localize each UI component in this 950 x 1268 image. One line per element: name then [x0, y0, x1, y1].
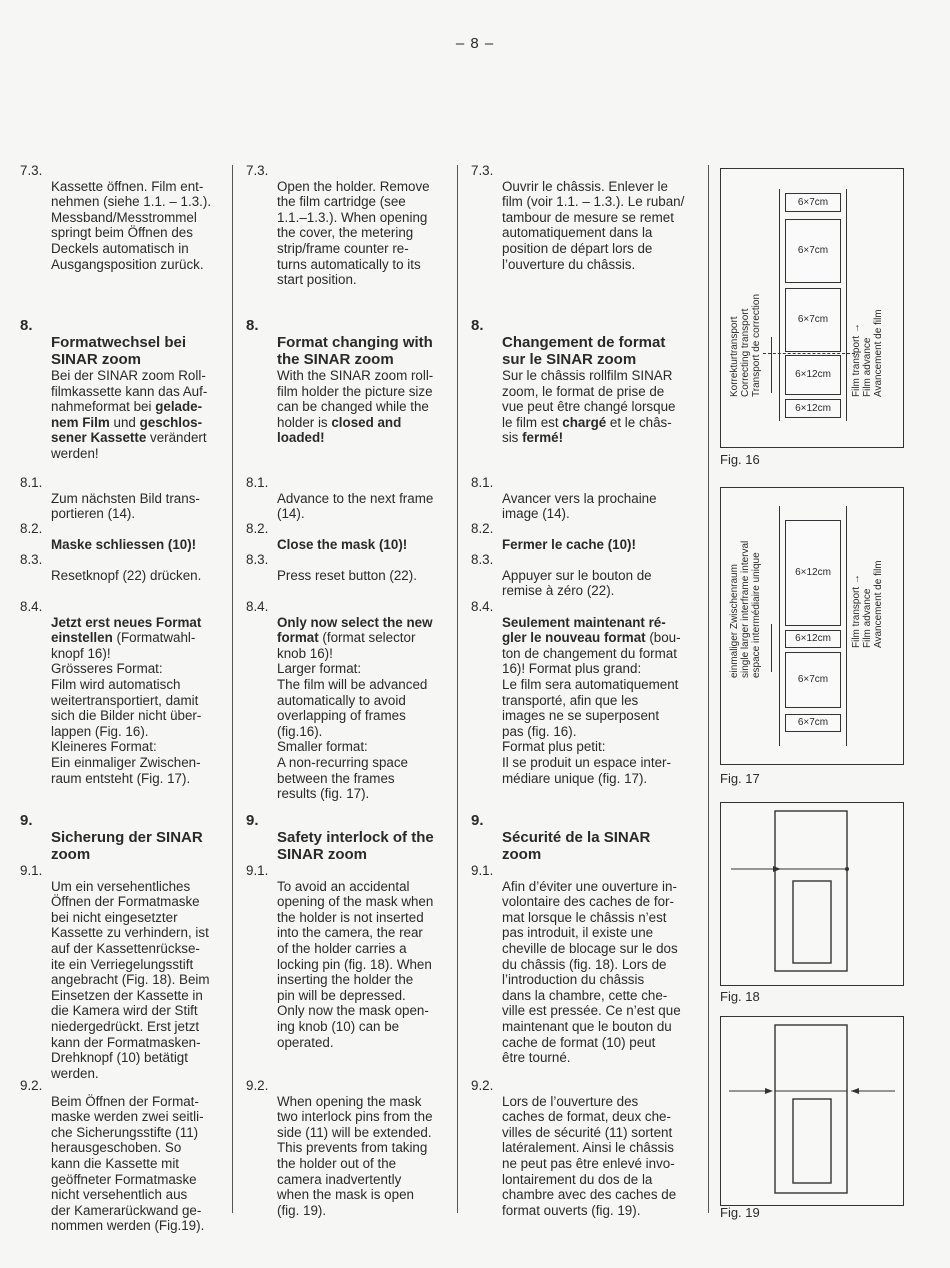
film-frame: 6×7cm [785, 219, 841, 283]
section-8-heading: 8. Format changing with the SINAR zoom [246, 317, 433, 368]
page-number: – 8 – [455, 35, 495, 52]
film-frame: 6×12cm [785, 355, 841, 395]
section-9-2: 9.2. When opening the mask two interlock pins from the side (11) will be extended. This prevents from taking the holder out of the camera inadvertently when the mask is open (fig. 19). [246, 1078, 433, 1218]
section-8-3: 8.3. Appuyer sur le bouton de remise à zéro (22). [471, 552, 652, 599]
film-frame: 6×7cm [785, 288, 841, 352]
film-frame: 6×12cm [785, 520, 841, 626]
section-8-heading: 8. Changement de format sur le SINAR zoom [471, 317, 666, 368]
section-8-1: 8.1. Zum nächsten Bild trans- portieren (14). [20, 475, 200, 522]
section-8-heading [20, 317, 186, 368]
column-divider [232, 165, 233, 1213]
fig16-left-label: Korrekturtransport Correcting transport Transport de correction [729, 293, 762, 397]
figure-19 [720, 1016, 904, 1206]
fig17-left-label: einmaliger Zwischenraum single larger interframe interval espace intermédiaire unique [729, 540, 762, 678]
section-9-heading: 9. Sicherung der SINAR zoom [20, 812, 203, 863]
section-number: 8. [20, 317, 33, 334]
section-8-intro: With the SINAR zoom roll- film holder the picture size can be changed while the holder is closed and loaded! [277, 368, 434, 446]
fig16-right-label: Film transport → Film advance Avancement de film [851, 309, 884, 397]
section-8-4: 8.4. Seulement maintenant ré- gler le nouveau format (bou- ton de changement du format 16)! Format plus grand: Le film sera automatiquement transporté, afin que les images ne se superposent pas (fig. 16). Format plus petit: Il se produit un espace inter- médiare unique (fig. 17). [471, 599, 681, 786]
section-7-3 [20, 163, 211, 272]
section-9-1: 9.1. Afin d’éviter une ouverture in- volontaire des caches de for- mat lorsque le châssis n’est pas introduit, il existe une cheville de blocage sur le dos du châssis (fig. 18). Lors de l’introduction du châssis dans la chambre, cette che- ville est pressée. Ce n’est que maintenant que le bouton du cache de format (10) peut être tourné. [471, 863, 681, 1066]
section-8-2: 8.2. Maske schliessen (10)! [20, 521, 197, 552]
section-9-heading: 9. Sécurité de la SINAR zoom [471, 812, 651, 863]
column-divider [457, 165, 458, 1213]
section-9-2: 9.2. Lors de l’ouverture des caches de format, deux che- villes de sécurité (11) sortent latéralement. Ainsi le châssis ne peut pas être enlevé invo- lontairement du dos de la chambre avec des caches de format ouverts (fig. 19). [471, 1078, 677, 1218]
fig18-drawing [721, 803, 903, 985]
section-8-intro: Sur le châssis rollfilm SINAR zoom, le format de prise de vue peut être changé lorsque le film est chargé et le châs- sis fermé! [502, 368, 676, 446]
section-9-1: 9.1. To avoid an accidental opening of the mask when the holder is not inserted into the camera, the rear of the holder carries a locking pin (fig. 18). When inserting the holder the pin will be depressed. Only now the mask open- ing knob (10) can be operated. [246, 863, 434, 1050]
section-9-2: 9.2. Beim Öffnen der Format- maske werden zwei seitli- che Sicherungsstifte (11) herausgeschoben. So kann die Kassette mit geöffneter Formatmaske nicht versehentlich aus der Kamerarückwand ge- nommen werden (Fig.19). [20, 1078, 205, 1234]
section-8-4: 8.4. Jetzt erst neues Format einstellen (Formatwahl- knopf 16)! Grösseres Format: Film wird automatisch weitertransportiert, damit sich die Bilder nicht über- lappen (Fig. 16). Kleineres Format: Ein einmaliger Zwischen- raum entsteht (Fig. 17). [20, 599, 202, 786]
film-frame: 6×7cm [785, 193, 841, 212]
section-8-1: 8.1. Avancer vers la prochaine image (14). [471, 475, 657, 522]
section-9-heading: 9. Safety interlock of the SINAR zoom [246, 812, 434, 863]
figure-16 [720, 168, 904, 448]
film-frame: 6×7cm [785, 652, 841, 708]
section-7-3: 7.3. Open the holder. Remove the film cartridge (see 1.1.–1.3.). When opening the cover, the metering strip/frame counter re- turns automatically to its start position. [246, 163, 430, 288]
section-8-intro: Bei der SINAR zoom Roll- filmkassette kann das Auf- nahmeformat bei gelade- nem Film und geschlos- sener Kassette verändert werden! [51, 368, 208, 461]
section-text: Kassette öffnen. Film ent- nehmen (siehe 1.1. – 1.3.). Messband/Messtrommel springt beim Öffnen des Deckels automatisch in Ausgangsposition zurück. [51, 178, 212, 272]
section-7-3: 7.3. Ouvrir le châssis. Enlever le film (voir 1.1. – 1.3.). Le ruban/ tambour de mesure se remet automatiquement dans la position de départ lors de l’ouverture du châssis. [471, 163, 685, 272]
film-frame: 6×7cm [785, 714, 841, 732]
section-8-3: 8.3. Press reset button (22). [246, 552, 417, 583]
figure-18 [720, 802, 904, 986]
fig16-caption: Fig. 16 [720, 452, 760, 467]
section-title: Formatwechsel bei SINAR zoom [51, 334, 187, 368]
section-number: 7.3. [20, 163, 43, 178]
fig17-right-label: Film transport → Film advance Avancement de film [851, 560, 884, 648]
interval-arrow [771, 624, 772, 672]
correction-arrow [771, 337, 772, 393]
section-8-1: 8.1. Advance to the next frame (14). [246, 475, 434, 522]
film-frame: 6×12cm [785, 399, 841, 418]
section-8-2: 8.2. Fermer le cache (10)! [471, 521, 636, 552]
section-8-2: 8.2. Close the mask (10)! [246, 521, 408, 552]
fig19-caption: Fig. 19 [720, 1205, 760, 1220]
fig17-caption: Fig. 17 [720, 771, 760, 786]
fig19-drawing [721, 1017, 903, 1205]
film-frame: 6×12cm [785, 630, 841, 648]
section-9-1: 9.1. Um ein versehentliches Öffnen der Formatmaske bei nicht eingesetzter Kassette zu verhindern, ist auf der Kassettenrückse- ite ein Verriegelungsstift angebracht (Fig. 18). Beim Einsetzen der Kassette in die Kamera wird der Stift niedergedrückt. Erst jetzt kann der Formatmasken- Drehknopf (10) betätigt werden. [20, 863, 210, 1081]
column-divider [708, 165, 709, 1213]
section-8-4: 8.4. Only now select the new format (format selector knob 16)! Larger format: The film will be advanced automatically to avoid overlapping of frames (fig.16). Smaller format: A non-recurring space between the frames results (fig. 17). [246, 599, 433, 802]
section-8-3: 8.3. Resetknopf (22) drücken. [20, 552, 202, 583]
fig18-caption: Fig. 18 [720, 989, 760, 1004]
correction-line [763, 353, 855, 354]
figure-17 [720, 487, 904, 765]
